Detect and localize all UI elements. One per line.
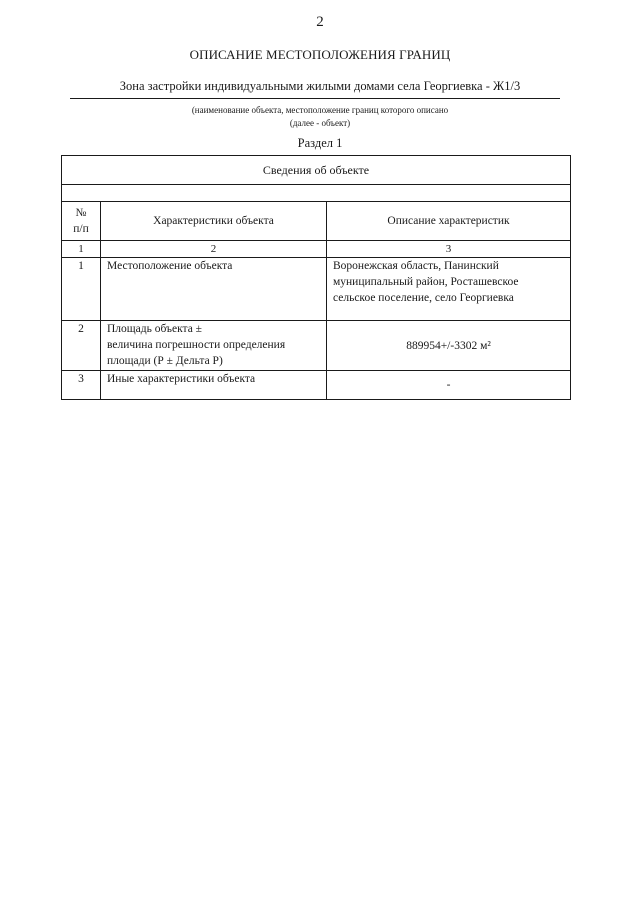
table-row: [62, 258, 571, 321]
object-name-underline: [70, 98, 560, 99]
characteristic-line: Иные характеристики объекта: [107, 373, 256, 385]
characteristic-line: Площадь объекта ±: [107, 323, 202, 335]
row-description: [327, 371, 571, 400]
header-num-line-1: №: [75, 207, 87, 219]
table-blank-cell: [62, 185, 571, 202]
table-row: [62, 371, 571, 400]
document-title: ОПИСАНИЕ МЕСТОПОЛОЖЕНИЯ ГРАНИЦ: [189, 47, 451, 62]
section-label: Раздел 1: [297, 136, 343, 150]
characteristic-line: Местоположение объекта: [107, 260, 233, 272]
table-title-row: [62, 156, 571, 185]
table-header-row: [62, 202, 571, 241]
column-number-2: 2: [101, 241, 327, 258]
header-description: Описание характеристик: [327, 202, 571, 241]
caption-line-1: (наименование объекта, местоположение границ которого описано: [191, 105, 449, 115]
characteristic-line: площади (Р ± Дельта Р): [107, 355, 223, 367]
object-info-table: [61, 155, 571, 400]
table-blank-row: [62, 185, 571, 202]
row-characteristic: [101, 258, 327, 321]
row-characteristic: [101, 321, 327, 371]
header-characteristics: Характеристики объекта: [101, 202, 327, 241]
header-num: [62, 202, 101, 241]
description-line: 889954+/-3302 м²: [406, 339, 491, 352]
description-line: -: [446, 379, 451, 391]
row-number: 1: [62, 258, 101, 321]
row-description: [327, 258, 571, 321]
column-number-row: [62, 241, 571, 258]
description-line: сельское поселение, село Георгиевка: [333, 292, 514, 304]
header-num-line-2: п/п: [73, 223, 89, 235]
column-number-1: 1: [62, 241, 101, 258]
row-number: 2: [62, 321, 101, 371]
object-caption: [0, 104, 640, 130]
column-number-3: 3: [327, 241, 571, 258]
object-name: Зона застройки индивидуальными жилыми домами села Георгиевка - Ж1/3: [119, 79, 521, 93]
description-line: муниципальный район, Росташевское: [333, 276, 519, 288]
row-characteristic: [101, 371, 327, 400]
page-number: 2: [316, 14, 324, 30]
caption-line-2: (далее - объект): [289, 118, 351, 128]
row-number: 3: [62, 371, 101, 400]
description-line: Воронежская область, Панинский: [333, 260, 499, 272]
characteristic-line: величина погрешности определения: [107, 339, 286, 351]
table-row: [62, 321, 571, 371]
table-title: Сведения об объекте: [62, 156, 571, 185]
row-description: [327, 321, 571, 371]
